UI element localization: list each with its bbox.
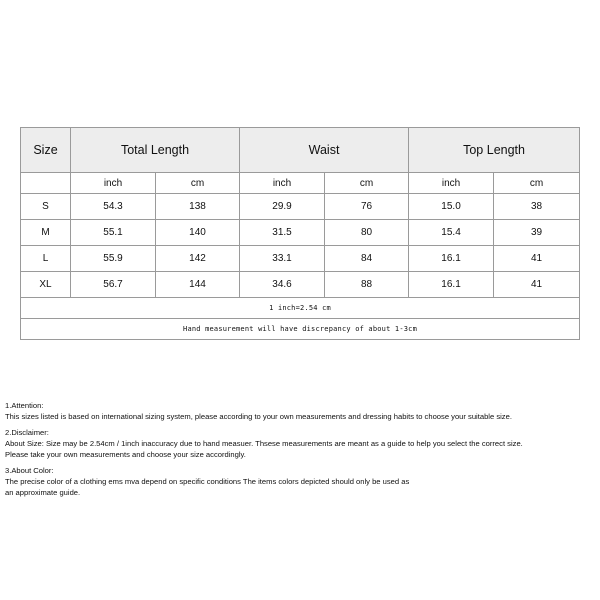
- disclaimer-text: About Size: Size may be 2.54cm / 1inch inaccuracy due to hand measuer. Thsese measurements are meant as a guide to help you select the correct size.: [5, 439, 523, 448]
- color-note: [5, 465, 597, 498]
- value-cell: 41: [494, 246, 580, 272]
- value-cell: 29.9: [240, 194, 325, 220]
- value-cell: 33.1: [240, 246, 325, 272]
- notes-section: [5, 400, 597, 503]
- header-row: [21, 128, 580, 173]
- top-length-header: Top Length: [409, 128, 580, 173]
- value-cell: 16.1: [409, 246, 494, 272]
- discrepancy-row: [21, 319, 580, 340]
- value-cell: 138: [156, 194, 240, 220]
- value-cell: 88: [325, 272, 409, 298]
- value-cell: 41: [494, 272, 580, 298]
- value-cell: 54.3: [71, 194, 156, 220]
- disclaimer-note: [5, 427, 597, 460]
- unit-empty-cell: [21, 173, 71, 194]
- table-row: [21, 272, 580, 298]
- color-title: 3.About Color:: [5, 466, 54, 475]
- unit-cell: cm: [156, 173, 240, 194]
- unit-cell: inch: [240, 173, 325, 194]
- conversion-row: [21, 298, 580, 319]
- disclaimer-text: Please take your own measurements and choose your size accordingly.: [5, 450, 246, 459]
- size-header: Size: [21, 128, 71, 173]
- attention-note: [5, 400, 597, 422]
- unit-cell: cm: [325, 173, 409, 194]
- value-cell: 15.0: [409, 194, 494, 220]
- value-cell: 142: [156, 246, 240, 272]
- unit-cell: inch: [71, 173, 156, 194]
- table-row: [21, 246, 580, 272]
- attention-title: 1.Attention:: [5, 401, 44, 410]
- table-row: [21, 220, 580, 246]
- value-cell: 140: [156, 220, 240, 246]
- discrepancy-note: Hand measurement will have discrepancy of about 1-3cm: [21, 319, 580, 340]
- value-cell: 16.1: [409, 272, 494, 298]
- value-cell: 144: [156, 272, 240, 298]
- value-cell: 39: [494, 220, 580, 246]
- table-row: [21, 194, 580, 220]
- unit-cell: inch: [409, 173, 494, 194]
- color-text: an approximate guide.: [5, 488, 81, 497]
- value-cell: 31.5: [240, 220, 325, 246]
- value-cell: 38: [494, 194, 580, 220]
- value-cell: 56.7: [71, 272, 156, 298]
- total-length-header: Total Length: [71, 128, 240, 173]
- value-cell: 55.9: [71, 246, 156, 272]
- unit-row: [21, 173, 580, 194]
- disclaimer-title: 2.Disclaimer:: [5, 428, 49, 437]
- color-text: The precise color of a clothing ems mva depend on specific conditions The items colors depicted should only be used as: [5, 477, 410, 486]
- size-cell: L: [21, 246, 71, 272]
- value-cell: 84: [325, 246, 409, 272]
- unit-cell: cm: [494, 173, 580, 194]
- value-cell: 15.4: [409, 220, 494, 246]
- size-chart-table: [20, 127, 580, 340]
- waist-header: Waist: [240, 128, 409, 173]
- size-cell: XL: [21, 272, 71, 298]
- value-cell: 80: [325, 220, 409, 246]
- attention-text: This sizes listed is based on international sizing system, please according to your own measurements and dressing habits to choose your suitable size.: [5, 412, 512, 421]
- value-cell: 34.6: [240, 272, 325, 298]
- conversion-note: 1 inch=2.54 cm: [21, 298, 580, 319]
- size-cell: M: [21, 220, 71, 246]
- value-cell: 76: [325, 194, 409, 220]
- size-cell: S: [21, 194, 71, 220]
- value-cell: 55.1: [71, 220, 156, 246]
